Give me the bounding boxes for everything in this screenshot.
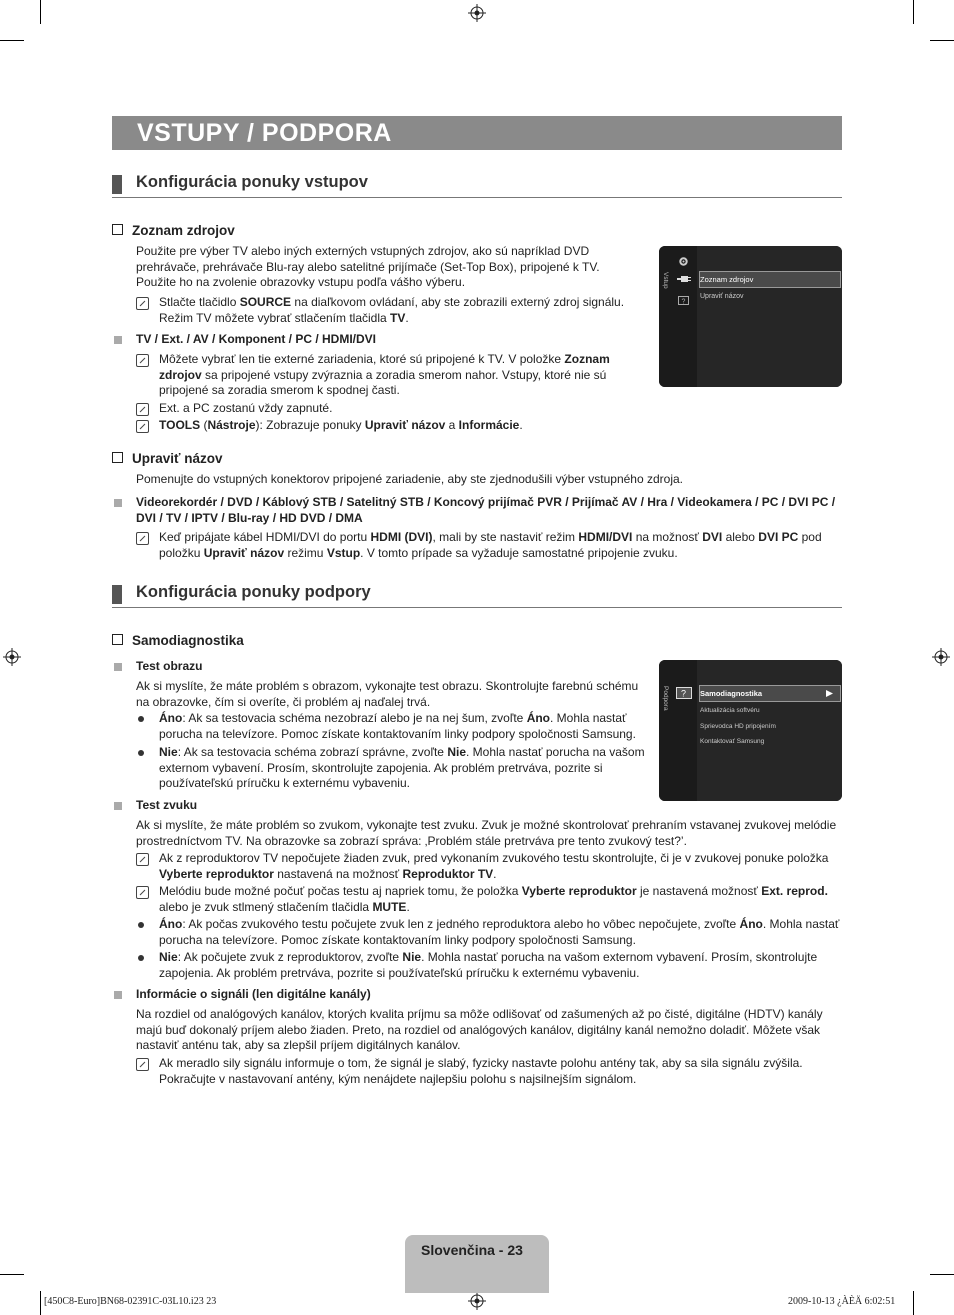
text: Test zvuku — [136, 798, 198, 812]
text-bold: Reproduktor TV — [402, 866, 494, 881]
text-bold: Upraviť názov — [203, 545, 285, 560]
text: , mali by ste nastaviť režim — [432, 530, 579, 544]
osd-main-panel — [697, 660, 842, 801]
text: nastavená na možnosť — [273, 866, 403, 881]
note-icon — [136, 886, 149, 899]
text: . V tomto prípade sa vyžaduje samostatné pripojenie zvuku. — [360, 545, 678, 560]
text: Ak meradlo sily signálu informuje o tom, že signál je slabý, fyzicky nastavte polohu antény tak, aby sa sila signálu zvýšila. Pokračujte v nastavovaní antény, kým nenájdete najlepšiu polohu s najsilnejším signálom. — [159, 1056, 803, 1086]
text: Keď pripájate kábel HDMI/DVI do portu — [159, 530, 371, 544]
text: Test obrazu — [136, 659, 203, 673]
subheading — [112, 223, 235, 238]
paragraph: Ak si myslíte, že máte problém s obrazom, vykonajte test obrazu. Skontrolujte farebnú schému na obrazovke, čím si overíte, či problém aj naďalej trvá. — [136, 679, 639, 709]
text-bold: Nie — [159, 950, 178, 964]
print-timestamp: 2009-10-13 ¿ÀÈÄ 6:02:51 — [788, 1296, 896, 1307]
subheading-text: Samodiagnostika — [132, 633, 244, 648]
page-number-tab — [405, 1235, 549, 1293]
bullet-dot-icon — [138, 750, 144, 756]
text-bold: Ext. reprod. — [761, 884, 828, 898]
square-bullet-icon — [114, 663, 122, 671]
text: režimu — [284, 545, 327, 560]
text: TV / Ext. / AV / Komponent / PC / HDMI/DVI — [136, 332, 377, 346]
text: alebo je zvuk stlmený stlačením tlačidla — [159, 899, 373, 914]
osd-sidebar — [659, 660, 697, 801]
paragraph: Použite pre výber TV alebo iných externých vstupných zdrojov, ako sú napríklad DVD prehrávače, prehrávače Blu-ray alebo satelitné prijímače (Set-Top Box), pripojené k TV. Použite ho na zvolenie obrazovky vstupu podľa vášho výberu. — [136, 244, 600, 289]
text-bold: Upraviť názov — [364, 418, 446, 432]
checkbox-bullet-icon — [112, 224, 123, 235]
section-marker — [112, 585, 122, 604]
text-bold: Áno — [526, 711, 551, 725]
osd-item-edit-name: Upraviť názov — [700, 293, 744, 300]
paragraph: Pomenujte do vstupných konektorov pripojené zariadenie, aby ste zjednodušili výber vstupného zdroja. — [136, 472, 683, 486]
square-bullet-item — [136, 332, 636, 348]
bullet-dot-icon — [138, 922, 144, 928]
note — [159, 418, 649, 434]
note — [159, 851, 842, 882]
subheading-text: Upraviť názov — [132, 451, 223, 466]
text: Ext. a PC zostanú vždy zapnuté. — [159, 401, 333, 415]
registration-mark-icon — [932, 648, 950, 666]
registration-mark-icon — [468, 1292, 486, 1310]
text-bold: Áno — [159, 917, 183, 931]
osd-item-contact-samsung: Kontaktovať Samsung — [700, 738, 765, 745]
text: a — [445, 418, 459, 432]
text: Melódiu bude možné počuť počas testu aj napriek tomu, že položka — [159, 884, 522, 898]
text: Informácie o signáli (len digitálne kanály) — [136, 987, 371, 1001]
osd-menu-screenshot — [659, 660, 842, 801]
subheading-text: Zoznam zdrojov — [132, 223, 235, 238]
text-bold: Vyberte reproduktor — [159, 866, 274, 881]
note-icon — [136, 354, 149, 367]
text: Videorekordér / DVD / Káblový STB / Satelitný STB / Koncový prijímač PVR / Prijímač AV / Hra / Videokamera / PC / DVI PC / DVI / TV / IPTV / Blu-ray / HD DVD / DMA — [136, 495, 836, 525]
osd-side-label: Vstup — [662, 272, 669, 289]
text-bold: Áno — [739, 917, 763, 931]
text-bold: Vstup — [326, 545, 361, 560]
osd-item-hd-guide: Sprievodca HD pripojením — [700, 723, 776, 730]
page-title: VSTUPY / PODPORA — [137, 119, 392, 147]
square-bullet-item — [136, 987, 636, 1003]
text: : Ak počujete zvuk z reproduktorov, zvoľte — [177, 950, 403, 964]
support-icon — [678, 296, 689, 305]
osd-side-label: Podpora — [662, 686, 669, 711]
paragraph: Ak si myslíte, že máte problém so zvukom, vykonajte test zvuku. Zvuk je možné skontrolovať prehraním vstavanej zvukovej melódie prostredníctvom TV. Na obrazovke sa zobrazí správa: ‚Problém stále pretrváva pre tento zvukový test?’. — [136, 818, 837, 848]
text-bold: Nie — [402, 950, 422, 964]
text: sa pripojené vstupy zvýraznia a zoradia smerom nahor. Vstupy, ktoré nie sú pripojené sa zoradia smerom k spodnej časti. — [159, 367, 607, 397]
text: : Ak sa testovacia schéma zobrazí správne, zvoľte — [177, 745, 448, 759]
text-bold: Informácie — [458, 418, 520, 432]
note — [159, 884, 842, 915]
text: . Mohla nastať porucha na televízore. Pomoc získate kontaktovaním linky podpory spoločnosti Samsung. — [159, 711, 636, 741]
note-icon — [136, 1058, 149, 1071]
text-bold: Nástroje — [207, 418, 256, 432]
text: na možnosť — [632, 530, 703, 544]
checkbox-bullet-icon — [112, 452, 123, 463]
support-icon — [676, 687, 692, 699]
text: Stlačte tlačidlo — [159, 295, 240, 309]
page-number: Slovenčina - 23 — [421, 1242, 523, 1258]
note-icon — [136, 853, 149, 866]
text-bold: Áno — [159, 711, 183, 725]
square-bullet-item — [136, 798, 536, 814]
section-title: Konfigurácia ponuky podpory — [136, 583, 371, 601]
bullet-item — [159, 745, 649, 792]
text: Môžete vybrať len tie externé zariadenia, ktoré sú pripojené k TV. V položke — [159, 352, 565, 366]
registration-mark-icon — [3, 648, 21, 666]
text: ( — [200, 418, 208, 432]
note — [159, 295, 639, 326]
note-icon — [136, 532, 149, 545]
osd-item-source-list: Zoznam zdrojov — [700, 275, 754, 284]
note-icon — [136, 403, 149, 416]
note — [159, 352, 649, 399]
text-bold: Nie — [447, 745, 466, 759]
bullet-item — [159, 950, 842, 981]
subheading — [112, 451, 223, 466]
svg-text:?: ? — [681, 298, 686, 305]
bullet-item — [159, 917, 842, 948]
note-icon — [136, 420, 149, 433]
text: : Ak sa testovacia schéma nezobrazí alebo je na nej šum, zvoľte — [182, 711, 527, 725]
text: . — [493, 866, 497, 881]
subheading — [112, 633, 244, 648]
section-marker — [112, 175, 122, 194]
text-bold: Vyberte reproduktor — [521, 884, 637, 898]
osd-menu-screenshot — [659, 246, 842, 387]
text: . Mohla nastať porucha na vašom externom vybavení. Prosím, skontrolujte zapojenia. Ak problém pretrváva, pozrite si používateľskú príručku k externému vybaveniu. — [159, 745, 645, 790]
text: alebo — [722, 530, 759, 544]
note — [159, 530, 842, 561]
paragraph: Na rozdiel od analógových kanálov, ktorých kvalita príjmu sa môže odlišovať od zašumených až po čisté, digitálne (HDTV) kanály majú buď dokonalý príjem alebo žiaden. Preto, na rozdiel od analógových kanálov, digitálny kanál nemožno doladiť. Môžete však nastaviť anténu tak, aby sa zlepšil príjem digitálnych kanálov. — [136, 1007, 823, 1052]
osd-main-panel — [697, 246, 842, 387]
osd-item-software-update: Aktualizácia softvéru — [700, 707, 760, 714]
square-bullet-item — [136, 659, 536, 675]
bullet-dot-icon — [138, 955, 144, 961]
square-bullet-icon — [114, 336, 122, 344]
text: : Ak počas zvukového testu počujete zvuk len z jedného reproduktora alebo ho vôbec nepočujete, zvoľte — [182, 917, 740, 931]
text-bold: DVI PC — [758, 530, 799, 544]
text: . — [406, 899, 410, 914]
print-file-info: [450C8-Euro]BN68-02391C-03L10.i23 23 — [44, 1296, 217, 1307]
text: je nastavená možnosť — [636, 884, 762, 898]
text-bold: MUTE — [372, 899, 407, 914]
text-bold: SOURCE — [239, 295, 292, 309]
svg-text:?: ? — [681, 688, 687, 699]
text-bold: DVI — [702, 530, 723, 544]
text-bold: HDMI/DVI — [578, 530, 633, 544]
text: . — [519, 418, 523, 432]
text: Ak z reproduktorov TV nepočujete žiaden zvuk, pred vykonaním zvukového testu skontrolujte, či je v zvukovej ponuke položka — [159, 851, 829, 865]
arrow-right-icon — [826, 690, 833, 697]
text-bold: HDMI (DVI) — [370, 530, 433, 544]
section-heading — [112, 173, 842, 198]
text: . Mohla nastať porucha na televízore. Pomoc získate kontaktovaním linky podpory spoločnosti Samsung. — [159, 917, 840, 947]
square-bullet-item — [136, 495, 842, 526]
square-bullet-icon — [114, 499, 122, 507]
note — [159, 401, 649, 417]
osd-item-self-diagnosis: Samodiagnostika — [700, 689, 763, 698]
text-bold: Nie — [159, 745, 178, 759]
note-icon — [136, 297, 149, 310]
square-bullet-icon — [114, 991, 122, 999]
input-plug-icon — [677, 275, 691, 283]
text: . Mohla nastať porucha na vašom externom vybavení. Prosím, skontrolujte zapojenia. Ak problém pretrváva, pozrite si používateľskú príručku k externému vybaveniu. — [159, 950, 818, 980]
section-title: Konfigurácia ponuky vstupov — [136, 173, 368, 191]
text-bold: TOOLS — [159, 418, 201, 432]
bullet-dot-icon — [138, 716, 144, 722]
osd-sidebar — [659, 246, 697, 387]
text: . — [405, 310, 409, 325]
square-bullet-icon — [114, 802, 122, 810]
text: na diaľkovom ovládaní, aby ste zobrazili externý zdroj signálu. Režim TV môžete vybrať stlačením tlačidla — [159, 295, 625, 325]
gear-icon — [678, 256, 689, 267]
text-bold: TV — [390, 310, 406, 325]
registration-mark-icon — [468, 4, 486, 22]
section-heading — [112, 583, 842, 608]
bullet-item — [159, 711, 649, 742]
text: pod položku — [159, 530, 822, 560]
page-title-bar — [112, 116, 842, 150]
text: ): Zobrazuje ponuky — [255, 418, 365, 432]
note — [159, 1056, 842, 1087]
checkbox-bullet-icon — [112, 634, 123, 645]
text-bold: Zoznam zdrojov — [159, 352, 610, 382]
